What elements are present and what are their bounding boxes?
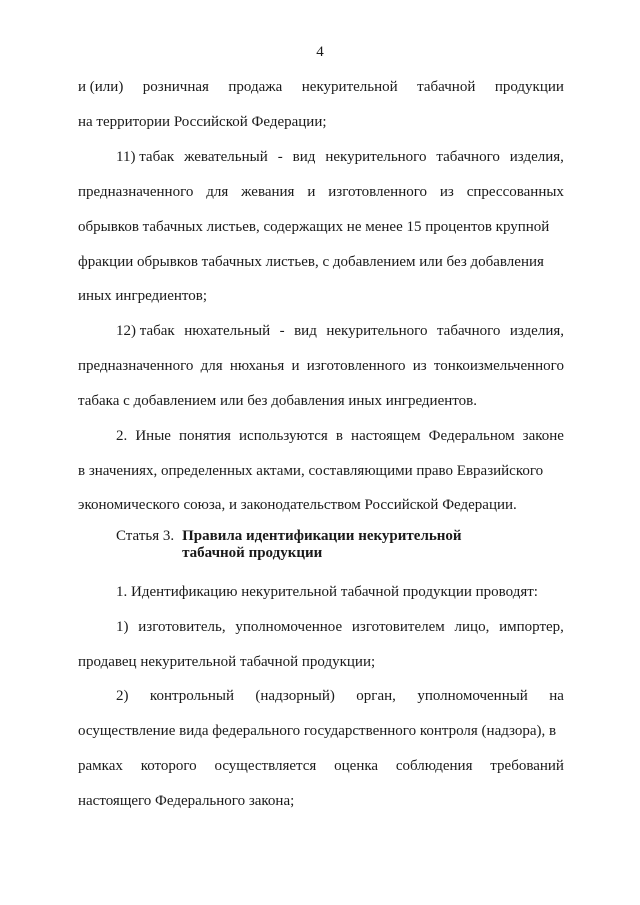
word: и [291,358,300,374]
word: соблюдения [395,758,473,774]
word: контрольный [149,688,234,704]
word: продукции [494,79,564,95]
text-line: продавец некурительной табачной продукции; [78,654,376,670]
text-line [116,427,564,445]
word: и (или) [78,79,124,95]
word: Федеральном [428,428,515,444]
word: изделия, [509,323,564,339]
word: уполномоченный [417,688,528,704]
word: используются [239,428,328,444]
article-label: Статья 3. [116,528,175,544]
article-title [182,528,461,562]
word: некурительного [325,149,427,165]
word: предназначенного [78,184,194,200]
word: тонкоизмельченного [433,358,564,374]
article-title-line: Правила идентификации некурительной [182,528,462,544]
word: 11) табак [116,149,175,165]
word: жевательный [184,149,268,165]
text-line: обрывков табачных листьев, содержащих не менее 15 процентов крупной [78,219,550,235]
word: - [279,323,285,339]
word: и [307,184,316,200]
word: осуществляется [214,758,317,774]
word: (надзорный) [255,688,335,704]
text-line: иных ингредиентов; [78,288,208,304]
text-line: на территории Российской Федерации; [78,114,327,130]
word: требований [490,758,564,774]
word: жевания [241,184,295,200]
word: для [206,184,229,200]
word: некурительного [326,323,428,339]
word: изготовителем [351,619,445,635]
word: Иные [135,428,171,444]
text-line: 1. Идентификацию некурительной табачной продукции проводят: [116,584,538,600]
word: орган, [356,688,396,704]
word: - [277,149,283,165]
word: вид [294,323,317,339]
text-line [116,322,564,340]
word: нюхательный [184,323,271,339]
word: на [549,688,564,704]
page-number: 4 [316,44,324,60]
word: розничная [142,79,209,95]
article-title-line: табачной продукции [182,545,323,561]
text-line: осуществление вида федерального государственного контроля (надзора), в [78,723,557,739]
word: законе [522,428,564,444]
word: нюханья [229,358,285,374]
text-line [116,148,564,166]
word: табачной [417,79,476,95]
word: понятия [179,428,231,444]
word: для [200,358,223,374]
word: продажа [228,79,283,95]
word: табачного [436,149,500,165]
word: 1) [116,619,129,635]
word: оценка [334,758,379,774]
text-line [116,687,564,705]
word: из [439,184,454,200]
article-heading [116,528,462,562]
word: 2. [116,428,128,444]
text-line: фракции обрывков табачных листьев, с добавлением или без добавления [78,254,544,270]
word: табачного [436,323,501,339]
text-line [116,618,564,636]
word: изготовитель, [138,619,226,635]
text-line [78,78,564,96]
text-line [78,357,564,375]
word: импортер, [499,619,564,635]
word: 2) [116,688,129,704]
text-line: настоящего Федерального закона; [78,793,295,809]
word: изделия, [509,149,564,165]
word: уполномоченное [235,619,343,635]
word: в [335,428,343,444]
word: настоящем [351,428,421,444]
text-line: в значениях, определенных актами, составляющими право Евразийского [78,463,544,479]
word: лицо, [454,619,490,635]
word: изготовленного [328,184,428,200]
text-line [78,183,564,201]
word: предназначенного [78,358,194,374]
text-line: экономического союза, и законодательством Российской Федерации. [78,497,517,513]
word: 12) табак [116,323,175,339]
word: спрессованных [466,184,564,200]
word: некурительной [301,79,398,95]
word: которого [140,758,197,774]
word: изготовленного [306,358,406,374]
word: из [412,358,427,374]
word: рамках [78,758,123,774]
word: вид [292,149,316,165]
text-line [78,757,564,775]
text-line: табака с добавлением или без добавления иных ингредиентов. [78,393,477,409]
